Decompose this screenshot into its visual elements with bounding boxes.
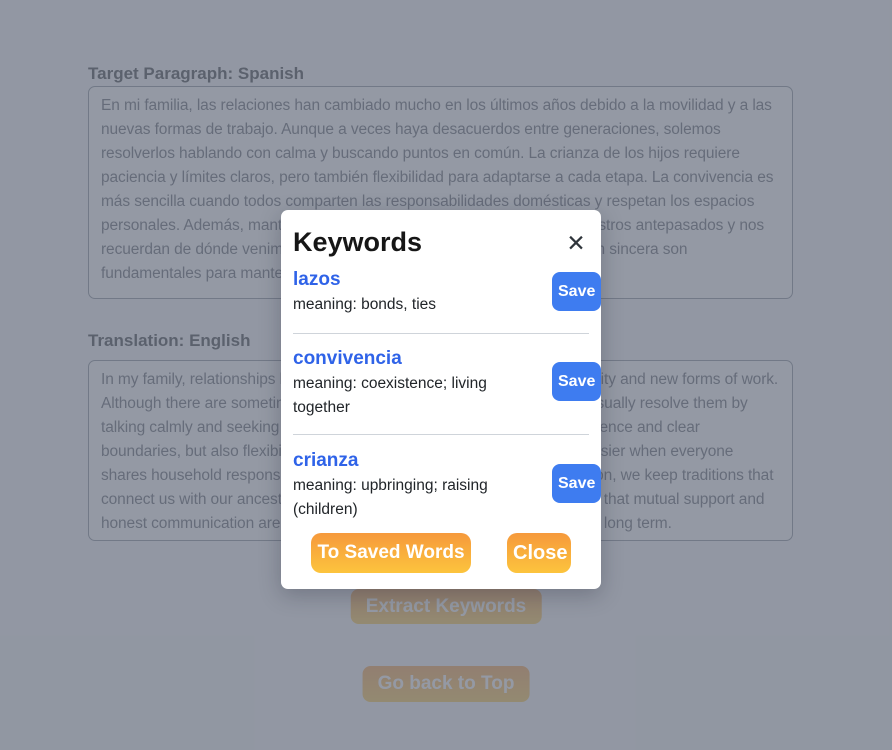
- divider: [293, 434, 589, 435]
- keyword-word: crianza: [293, 450, 359, 471]
- keyword-row: [293, 268, 589, 317]
- keyword-meaning: meaning: upbringing; raising (children): [293, 477, 488, 518]
- divider: [293, 333, 589, 334]
- close-modal-button[interactable]: Close: [507, 533, 571, 573]
- modal-title: Keywords: [293, 227, 423, 257]
- keywords-modal: [281, 210, 601, 589]
- save-keyword-button[interactable]: Save: [552, 362, 601, 401]
- to-saved-words-button[interactable]: To Saved Words: [311, 533, 471, 573]
- save-keyword-button[interactable]: Save: [552, 272, 601, 311]
- keyword-row: [293, 449, 589, 522]
- close-icon[interactable]: ✕: [561, 228, 591, 258]
- save-keyword-button[interactable]: Save: [552, 464, 601, 503]
- keyword-meaning: meaning: coexistence; living together: [293, 375, 487, 416]
- keyword-word: lazos: [293, 269, 341, 290]
- keyword-meaning: meaning: bonds, ties: [293, 296, 437, 313]
- keyword-row: [293, 347, 589, 420]
- keyword-word: convivencia: [293, 348, 402, 369]
